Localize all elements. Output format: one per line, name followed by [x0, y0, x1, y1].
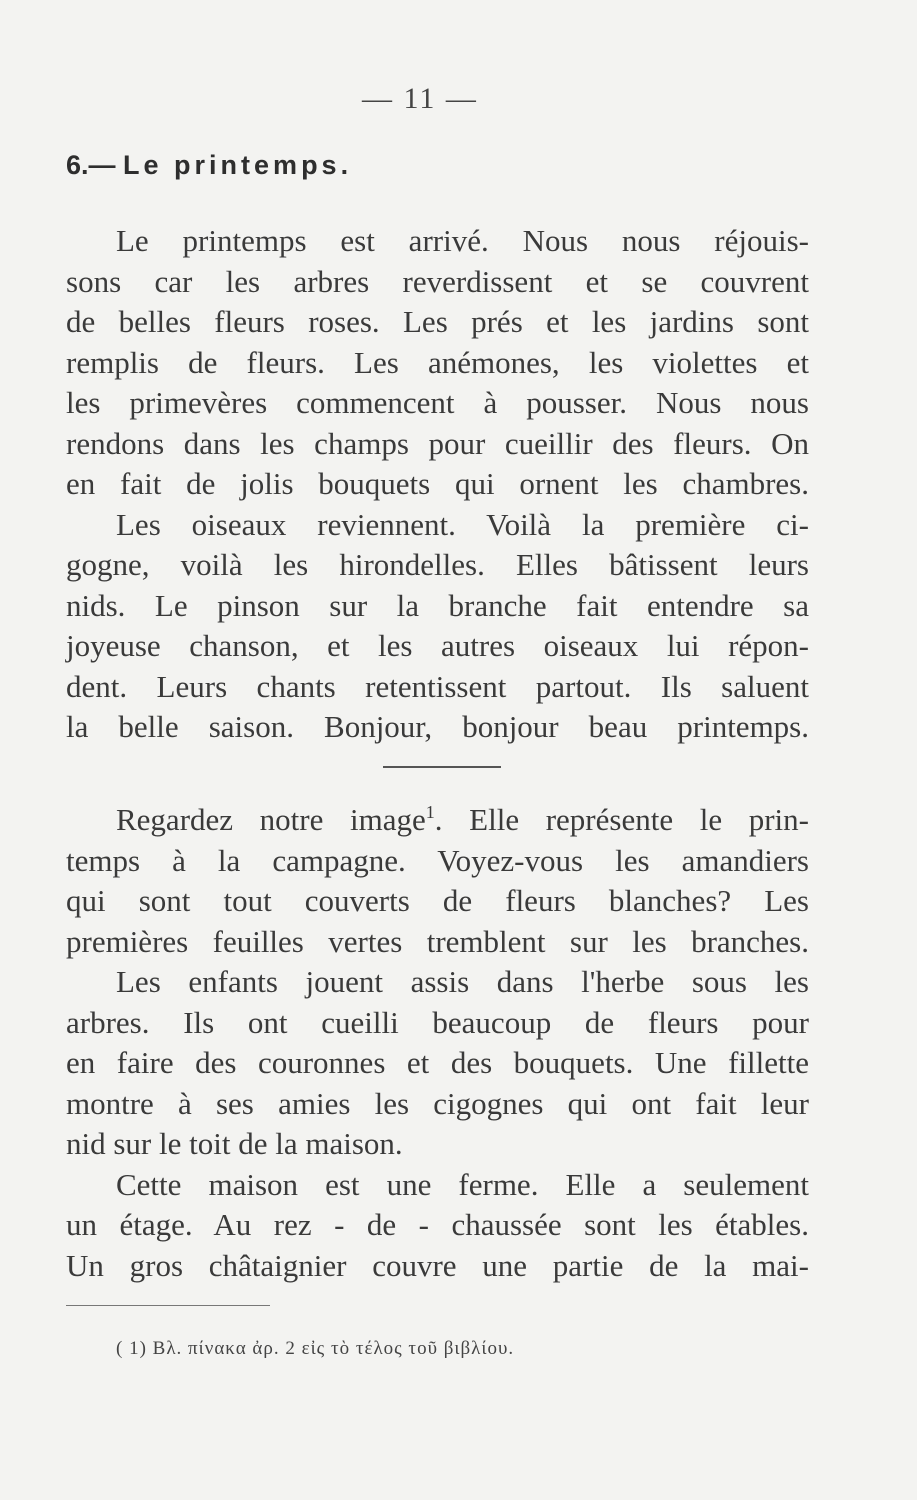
section-divider — [383, 766, 501, 768]
text-line: de belles fleurs roses. Les prés et les jardins sont — [66, 304, 809, 339]
text-line: en fait de jolis bouquets qui ornent les chambres. — [66, 466, 809, 501]
footnote-marker: 1 — [425, 802, 435, 822]
text-line: Les enfants jouent assis dans l'herbe sous les — [116, 964, 809, 999]
text-line — [66, 800, 809, 841]
text-line: premières feuilles vertes tremblent sur les branches. — [66, 923, 809, 959]
text-line: remplis de fleurs. Les anémones, les violettes et — [66, 344, 809, 380]
text-line: rendons dans les champs pour cueillir des fleurs. On — [66, 425, 809, 461]
text-line: joyeuse chanson, et les autres oiseaux lui répon- — [66, 628, 809, 663]
text-line: qui sont tout couverts de fleurs blanches? Les — [66, 883, 809, 918]
footnote: ( 1) Βλ. πίνακα ἀρ. 2 εἰς τὸ τέλος τοῦ βιβλίου. — [116, 1338, 515, 1359]
text-line: arbres. Ils ont cueilli beaucoup de fleurs pour — [66, 1004, 809, 1040]
text-line: en faire des couronnes et des bouquets. Une fillette — [66, 1045, 809, 1080]
text-line: Cette maison est une ferme. Elle a seulement — [116, 1166, 809, 1202]
text-line: sons car les arbres reverdissent et se couvrent — [66, 263, 809, 299]
text-fragment: . Elle représente le prin- — [434, 802, 809, 837]
page-number: — 11 — — [362, 82, 478, 115]
text-line: Un gros châtaignier couvre une partie de la mai- — [66, 1247, 809, 1283]
text-fragment: Regardez notre image — [116, 802, 426, 837]
text-line: Les oiseaux reviennent. Voilà la première ci- — [116, 506, 809, 542]
text-line: montre à ses amies les cigognes qui ont fait leur — [66, 1085, 809, 1121]
text-line: nids. Le pinson sur la branche fait entendre sa — [66, 587, 809, 623]
text-line: Le printemps est arrivé. Nous nous réjouis- — [116, 223, 809, 258]
text-line: temps à la campagne. Voyez-vous les amandiers — [66, 842, 809, 878]
text-line: gogne, voilà les hirondelles. Elles bâtissent leurs — [66, 547, 809, 582]
chapter-heading — [66, 150, 352, 181]
footnote-divider — [66, 1305, 270, 1306]
text-line: un étage. Au rez - de - chaussée sont les étables. — [66, 1207, 809, 1242]
chapter-number: 6.— — [66, 150, 116, 180]
text-line: les primevères commencent à pousser. Nous nous — [66, 385, 809, 420]
text-line: dent. Leurs chants retentissent partout. Ils saluent — [66, 668, 809, 704]
text-line: la belle saison. Bonjour, bonjour beau printemps. — [66, 709, 809, 744]
text-line: nid sur le toit de la maison. — [66, 1126, 403, 1161]
chapter-title: Le printemps. — [123, 150, 353, 180]
paragraph-image-description — [66, 800, 809, 1286]
paragraph-spring — [66, 221, 809, 748]
